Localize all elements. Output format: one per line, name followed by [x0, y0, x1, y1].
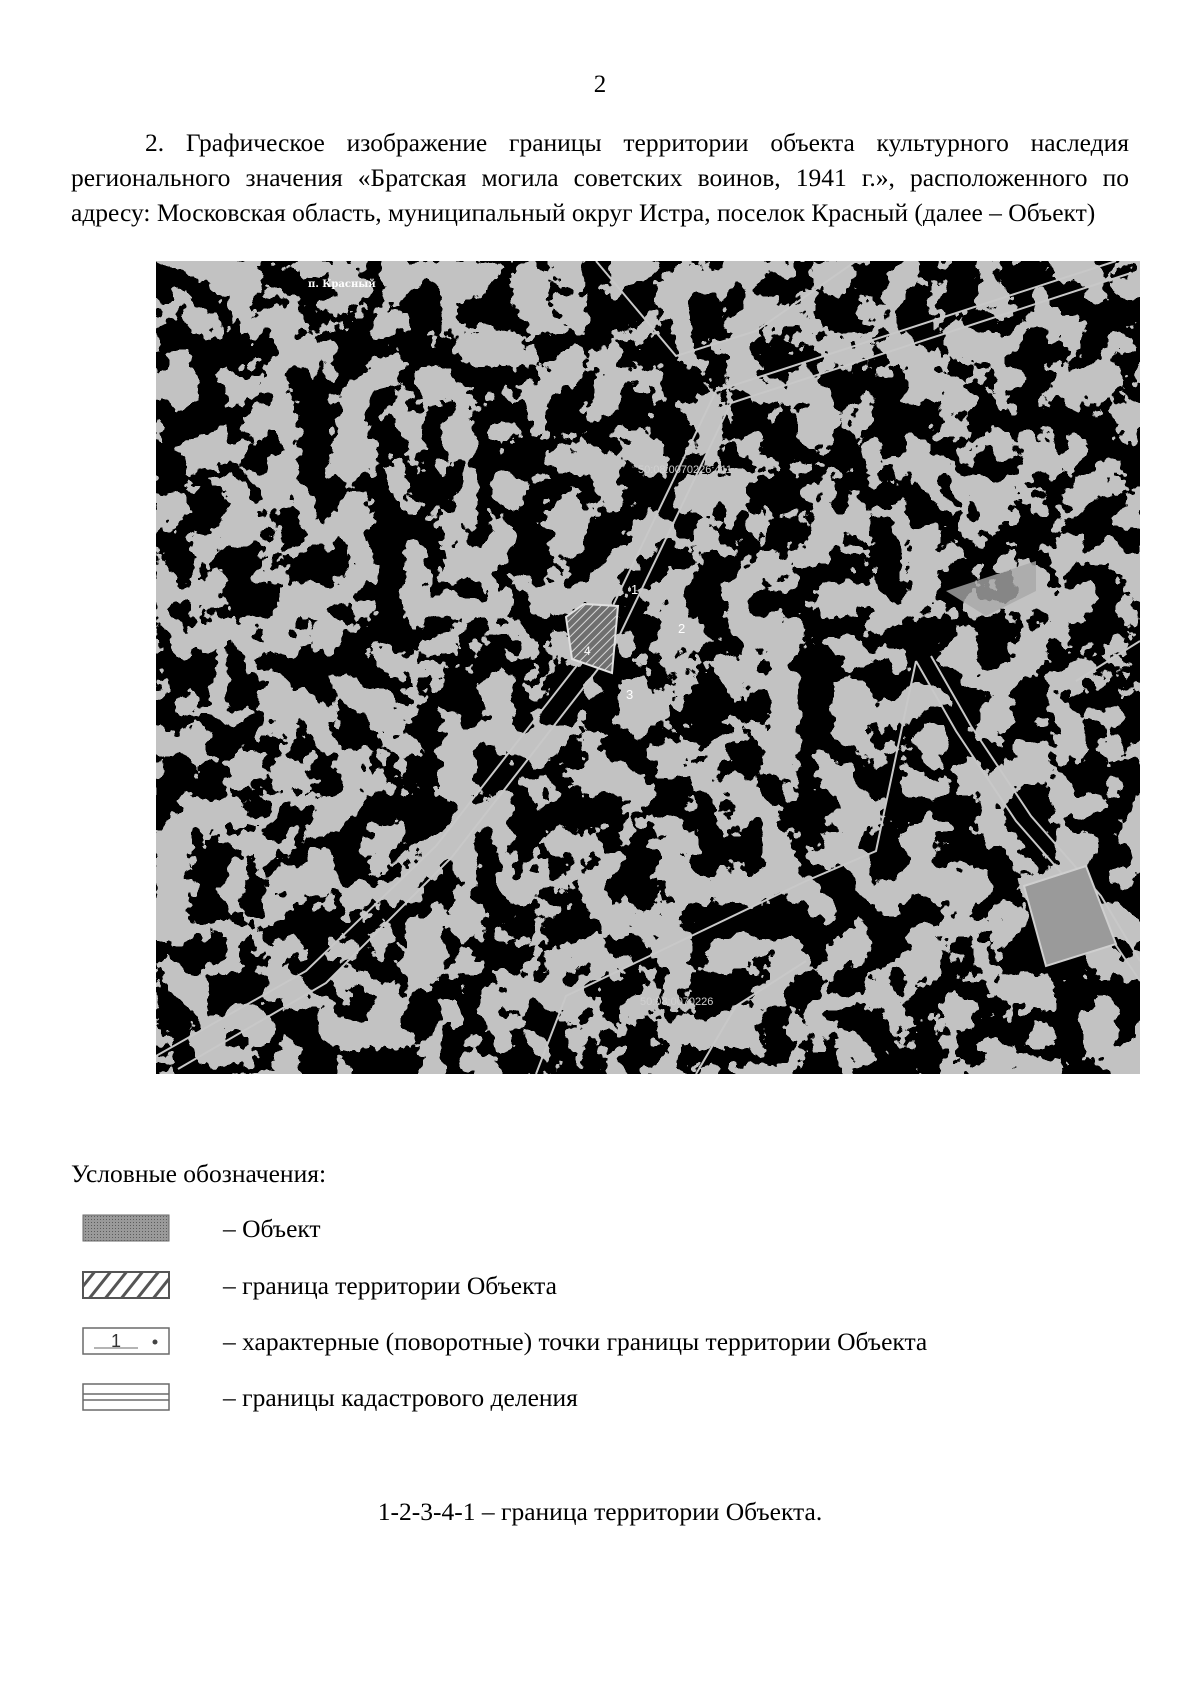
legend-title: Условные обозначения: — [71, 1159, 327, 1188]
boundary-summary: 1-2-3-4-1 – граница территории Объекта. — [377, 1497, 823, 1526]
point-label-4: 4 — [584, 644, 591, 658]
legend-item-points — [82, 1326, 1142, 1358]
object-fill-swatch — [82, 1213, 170, 1243]
aerial-map-svg — [156, 261, 1140, 1074]
point-label-3: 3 — [626, 687, 634, 702]
cadastral-line-swatch — [82, 1382, 170, 1412]
legend-text-points: – характерные (поворотные) точки границы территории Объекта — [223, 1327, 928, 1356]
legend-item-object — [82, 1213, 1142, 1245]
legend-item-cadastral — [82, 1382, 1142, 1414]
point-label-2: 2 — [678, 621, 686, 636]
intro-paragraph: 2. Графическое изображение границы территории объекта культурного наследия регионального значения «Братская могила советских воинов, 1941 г.», расположенного по адресу: Московская область, муниципальный округ Истра, поселок Красный (далее – Объект) — [71, 128, 1129, 227]
cadastral-map — [156, 261, 1140, 1074]
turning-point-swatch — [82, 1326, 170, 1356]
point-label-1: 1 — [631, 582, 639, 597]
legend-item-boundary — [82, 1270, 1142, 1302]
parcel-label-main: 50:08:0070226:411 — [638, 464, 732, 476]
parcel-label-lower: 50:08:0070226 — [640, 996, 714, 1008]
legend-text-cadastral: – границы кадастрового деления — [223, 1383, 578, 1412]
foliage-texture — [156, 261, 1140, 1074]
legend-text-boundary: – граница территории Объекта — [223, 1271, 557, 1300]
legend-text-object: – Объект — [223, 1214, 321, 1243]
page-number: 2 — [593, 71, 607, 98]
hatched-boundary-swatch — [82, 1270, 170, 1300]
place-label: п. Красный — [308, 279, 376, 290]
turning-point-swatch-label: 1 — [110, 1331, 122, 1351]
